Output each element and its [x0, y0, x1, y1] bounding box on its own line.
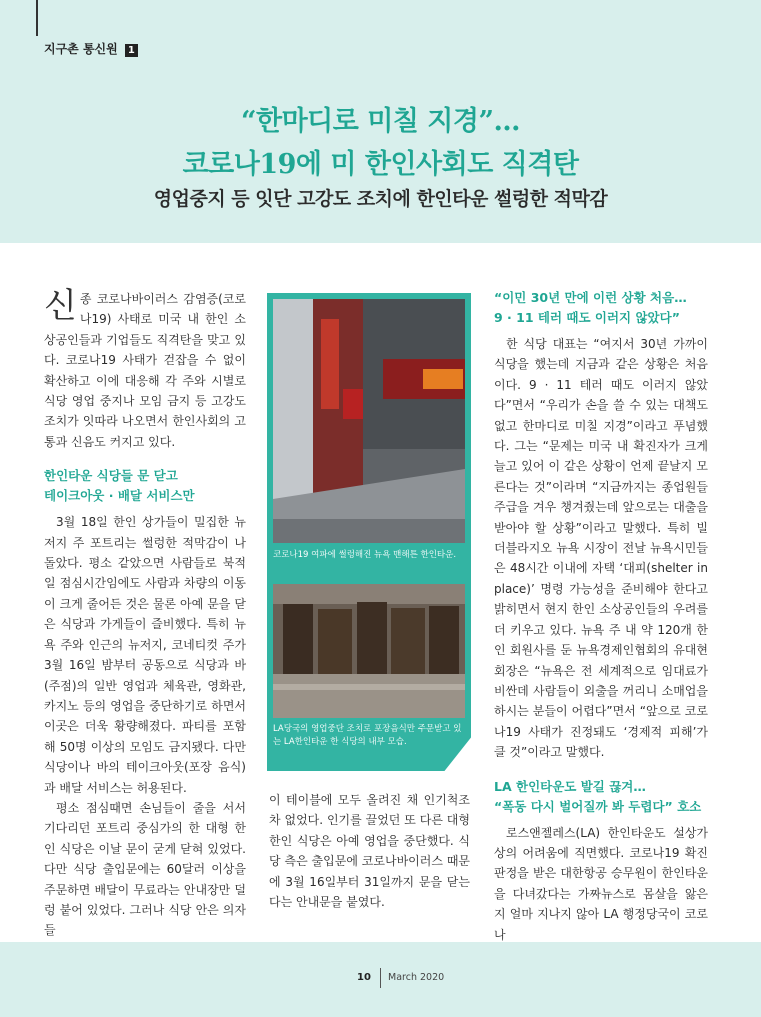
left-column — [44, 286, 246, 941]
section-label-text: 지구촌 통신원 — [44, 42, 118, 56]
body-paragraph-5: 로스앤젤레스(LA) 한인타운도 설상가상의 어려움에 직면했다. 코로나19 확진 판정을 받은 대한항공 승무원이 한인타운을 다녀갔다는 가짜뉴스로 몸살을 앓은 지 얼마 지나지 않아 LA 행정당국이 코로나 — [494, 825, 708, 942]
issue-date: March 2020 — [388, 972, 445, 983]
street-scene-illustration — [273, 299, 465, 543]
section-heading-1 — [44, 466, 246, 506]
headline-line-1: “한마디로 미칠 지경”… — [240, 106, 521, 137]
section-heading-2-line-1: “이민 30년 만에 이런 상황 처음… — [494, 290, 687, 305]
body-paragraph-2: 3월 18일 한인 상가들이 밀집한 뉴저지 주 포트리는 썰렁한 적막감이 나돌았다. 평소 같았으면 사람들로 북적일 점심시간임에도 사람과 차량의 이동이 크게 줄어든 것은 물론 아예 문을 닫은 식당과 가게들이 즐비했다. 특히 뉴욕 주와 인근의 뉴저지, 코네티컷 주가 3월 16일 밤부터 공동으로 식당과 바(주점)의 일반 영업과 체육관, 영화관, 카지노 등의 영업을 중단하기로 하면서 이곳은 더욱 황량해졌다. 파티를 포함해 50명 이상의 모임도 금지됐다. 다만 식당이나 바의 테이크아웃(포장 음식)과 배달 서비스는 허용된다. — [44, 515, 246, 795]
photo-caption-1: 코로나19 여파에 썰렁해진 뉴욕 맨해튼 한인타운. — [273, 550, 457, 560]
photo-caption-2: LA당국의 영업중단 조치로 포장음식만 주문받고 있는 LA한인타운 한 식당의 내부 모습. — [273, 724, 462, 747]
section-heading-2 — [494, 288, 708, 328]
body-paragraph-3: 평소 점심때면 손님들이 줄을 서서 기다리던 포트리 중심가의 한 대형 한인 식당은 이날 문이 굳게 닫혀 있었다. 다만 식당 출입문에는 60달러 이상을 주문하면 배달이 무료라는 안내장만 덜렁 붙어 있었다. 그러나 식당 안은 의자들 — [44, 800, 246, 938]
section-heading-3-line-2: “폭동 다시 벌어질까 봐 두렵다” 호소 — [494, 798, 702, 814]
photo-la-restaurant-interior — [273, 584, 465, 718]
right-column — [494, 288, 708, 945]
subheadline: 영업중지 등 잇단 고강도 조치에 한인타운 썰렁한 적막감 — [153, 188, 608, 210]
lead-paragraph — [44, 286, 246, 452]
body-paragraph-4: 한 식당 대표는 “여지서 30년 가까이 식당을 했는데 지금과 같은 상황은 처음이다. 9 · 11 테러 때도 이러지 않았다”면서 “우리가 손을 쓸 수 있는 대책도 없고 한마디로 미칠 지경”이라고 푸념했다. 그는 “문제는 미국 내 확진자가 크게 늘고 있어 이 같은 상황이 언제 끝날지 모른다는 것”이라며 “지금까지는 종업원들 주급을 겨우 챙겨줬는데 앞으로는 대출을 받아야 할 상황”이라고 말했다. 특히 빌 더블라지오 뉴욕 시장이 전날 뉴욕시민들은 48시간 이내에 자택 ‘대피(shelter in place)’ 명령 가능성을 준비해야 한다고 밝히면서 현지 한인 소상공인들의 우려를 더 키우고 있다. 뉴욕 주 내 약 120개 한인 회원사를 둔 뉴욕경제인협회의 유대현 회장은 “뉴욕은 전 세계적으로 임대료가 비싼데 사람들이 외출을 꺼리니 소매업을 하시는 분들이 어렵다”면서 “앞으로 코로나19 사태가 진정돼도 ‘경제적 피해’가 클 것”이라고 말했다. — [494, 337, 708, 760]
section-label — [44, 40, 138, 57]
section-heading-3 — [494, 777, 708, 817]
headline-line-2: 코로나19에 미 한인사회도 직격탄 — [182, 149, 579, 180]
page-number: 10 — [357, 972, 371, 983]
middle-column — [269, 790, 470, 912]
section-heading-2-line-2: 9 · 11 테러 때도 이러지 않았다” — [494, 310, 680, 325]
continuation-paragraph: 이 테이블에 모두 올려진 채 인기척조차 없었다. 인기를 끌었던 또 다른 대형 한인 식당은 아예 영업을 중단했다. 식당 측은 출입문에 코로나바이러스 때문에 3월 16일부터 31일까지 문을 닫는다는 안내문을 붙였다. — [269, 793, 470, 910]
section-heading-3-line-1: LA 한인타운도 발길 끊겨… — [494, 778, 646, 794]
section-heading-1-line-2: 테이크아웃 · 배달 서비스만 — [44, 488, 195, 504]
header-rule — [36, 0, 38, 36]
section-heading-1-line-1: 한인타운 식당들 문 닫고 — [44, 468, 178, 484]
drop-cap: 신 — [44, 286, 77, 326]
lead-text: 종 코로나바이러스 감염증(코로나19) 사태로 미국 내 한인 소상공인들과 기업들도 직격탄을 맞고 있다. 코로나19 사태가 걷잡을 수 없이 확산하고 이에 대응해 각 주와 시별로 식당 영업 중지나 모임 금지 등 고강도 조치가 잇따라 나오면서 한인사회의 고통과 신음도 커지고 있다. — [44, 292, 246, 449]
footer-divider — [380, 968, 381, 988]
section-number-badge: 1 — [125, 44, 138, 57]
restaurant-chairs-illustration — [273, 584, 465, 718]
photo-manhattan-koreatown — [273, 299, 465, 543]
